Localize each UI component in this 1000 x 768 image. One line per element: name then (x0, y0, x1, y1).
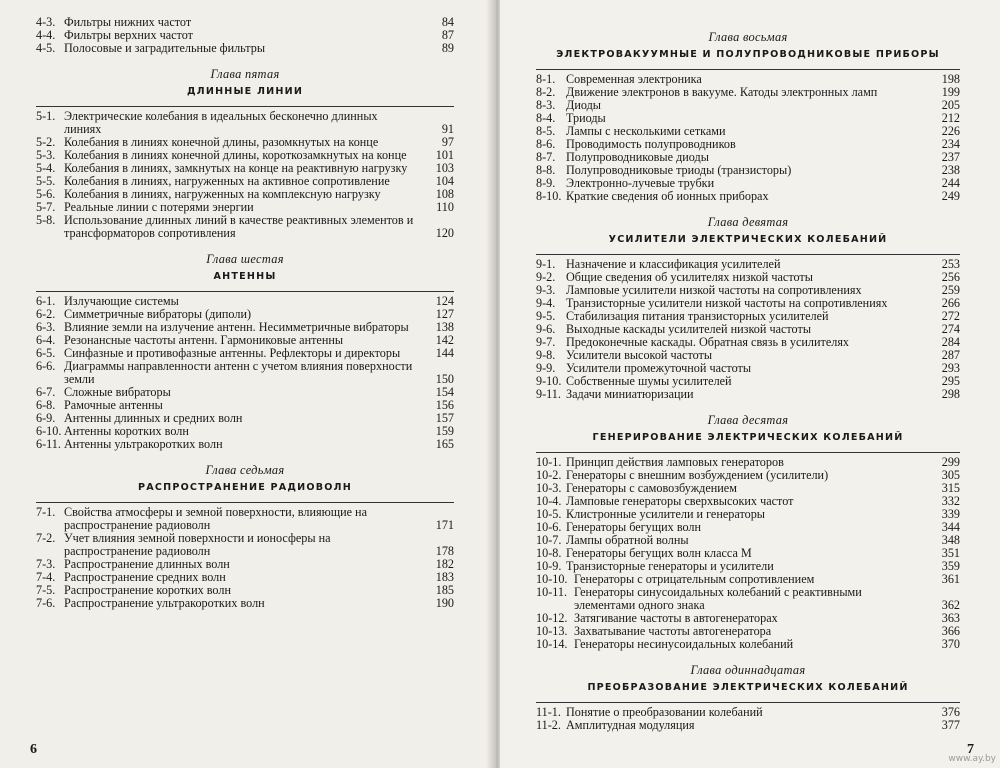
chapter-title: АНТЕННЫ (213, 271, 277, 282)
section-title: Распространение средних волн (64, 570, 226, 584)
chapter-block (536, 663, 960, 732)
section-number: 8-4. (536, 111, 556, 125)
section-number: 8-1. (536, 72, 556, 86)
section-title: Проводимость полупроводников (566, 137, 736, 151)
section-title: Назначение и классификация усилителей (566, 257, 781, 271)
section-title: Реальные линии с потерями энергии (64, 200, 254, 214)
section-number: 10-6. (536, 520, 562, 534)
section-title: Генераторы с внешним возбуждением (усилители) (566, 468, 829, 482)
section-number: 7-6. (36, 596, 56, 610)
page-ref: 287 (941, 348, 960, 362)
section-title: Антенны длинных и средних волн (64, 411, 243, 425)
section-number: 7-1. (36, 505, 56, 519)
section-number: 7-4. (36, 570, 56, 584)
page-ref: 87 (441, 28, 454, 42)
page-ref: 190 (435, 596, 454, 610)
left-page (0, 0, 494, 768)
watermark: www.ay.by (948, 754, 996, 764)
page-ref: 377 (941, 718, 960, 732)
chapter-label: Глава девятая (707, 215, 789, 229)
toc-entry-row (36, 506, 454, 532)
chapter-title: ГЕНЕРИРОВАНИЕ ЭЛЕКТРИЧЕСКИХ КОЛЕБАНИЙ (592, 432, 904, 443)
chapter-block (536, 215, 960, 401)
section-number: 8-5. (536, 124, 556, 138)
section-title: Колебания в линиях, нагруженных на активное сопротивление (64, 174, 390, 188)
section-number: 10-11. (536, 585, 568, 599)
page-ref: 108 (435, 187, 454, 201)
section-number: 6-9. (36, 411, 56, 425)
chapter-rule (36, 291, 454, 292)
page-ref: 104 (435, 174, 454, 188)
page-ref: 91 (441, 122, 454, 136)
page-ref: 165 (435, 437, 454, 451)
section-number: 6-11. (36, 437, 61, 451)
toc-entry-row (36, 42, 454, 55)
page-ref: 305 (941, 468, 960, 482)
section-number: 10-5. (536, 507, 562, 521)
chapter-block (536, 30, 960, 203)
section-title: Полупроводниковые триоды (транзисторы) (566, 163, 792, 177)
section-number: 6-1. (36, 294, 56, 308)
section-number: 5-2. (36, 135, 56, 149)
section-number: 6-3. (36, 320, 56, 334)
page-number-right: 7 (967, 742, 974, 757)
section-number: 4-3. (36, 15, 56, 29)
toc-entry (536, 586, 960, 612)
page-number-left: 6 (30, 742, 37, 757)
section-number: 10-10. (536, 572, 568, 586)
section-title: Распространение коротких волн (64, 583, 231, 597)
page-ref: 89 (441, 41, 454, 55)
section-title: Генераторы бегущих волн класса М (566, 546, 752, 560)
section-title: Полосовые и заградительные фильтры (64, 41, 266, 55)
section-number: 5-4. (36, 161, 56, 175)
toc-entry-row (36, 438, 454, 451)
section-number: 8-3. (536, 98, 556, 112)
section-title: Лампы с несколькими сетками (566, 124, 726, 138)
section-title: Лампы обратной волны (566, 533, 689, 547)
section-number: 10-3. (536, 481, 562, 495)
section-title: Учет влияния земной поверхности и ионосферы на распространение радиоволн (64, 531, 331, 558)
toc-entry-row (36, 532, 454, 558)
page-ref: 361 (941, 572, 960, 586)
page-ref: 376 (941, 705, 960, 719)
section-title: Захватывание частоты автогенератора (574, 624, 772, 638)
page-ref: 363 (941, 611, 960, 625)
chapter-entries (36, 506, 454, 610)
toc-entry-row (536, 719, 960, 732)
section-number: 9-11. (536, 387, 561, 401)
section-number: 8-6. (536, 137, 556, 151)
page-ref: 272 (941, 309, 960, 323)
page-ref: 315 (941, 481, 960, 495)
section-number: 5-6. (36, 187, 56, 201)
toc-entry-row (36, 360, 454, 386)
section-number: 9-8. (536, 348, 556, 362)
page-ref: 142 (435, 333, 454, 347)
toc-entry (36, 110, 454, 136)
page-ref: 266 (941, 296, 960, 310)
page-ref: 253 (941, 257, 960, 271)
section-title: Понятие о преобразовании колебаний (566, 705, 763, 719)
section-title: Ламповые усилители низкой частоты на сопротивлениях (566, 283, 862, 297)
page-ref: 295 (941, 374, 960, 388)
page-ref: 256 (941, 270, 960, 284)
section-title: Собственные шумы усилителей (566, 374, 732, 388)
page-ref: 144 (435, 346, 454, 360)
toc-entry (36, 532, 454, 558)
section-title: Краткие сведения об ионных приборах (566, 189, 769, 203)
section-number: 5-7. (36, 200, 56, 214)
section-title: Общие сведения об усилителях низкой частоты (566, 270, 813, 284)
section-number: 5-5. (36, 174, 56, 188)
chapter-label: Глава восьмая (708, 30, 788, 44)
chapter-entries (536, 706, 960, 732)
toc-entry-row (36, 214, 454, 240)
page-ref: 370 (941, 637, 960, 651)
section-title: Движение электронов в вакууме. Катоды электронных ламп (566, 85, 878, 99)
toc-entry-row (536, 586, 960, 612)
section-number: 8-7. (536, 150, 556, 164)
section-title: Диоды (566, 98, 601, 112)
chapter-block (36, 252, 454, 451)
chapter-rule (536, 452, 960, 453)
page-ref: 226 (941, 124, 960, 138)
section-title: Амплитудная модуляция (566, 718, 695, 732)
chapter-entries (36, 295, 454, 451)
page-ref: 259 (941, 283, 960, 297)
section-title: Современная электроника (566, 72, 702, 86)
toc-entry (36, 360, 454, 386)
page-ref: 351 (941, 546, 960, 560)
page-ref: 332 (941, 494, 960, 508)
page-ref: 284 (941, 335, 960, 349)
section-number: 6-7. (36, 385, 56, 399)
page-ref: 366 (941, 624, 960, 638)
page-ref: 185 (435, 583, 454, 597)
page-ref: 120 (435, 226, 454, 240)
chapter-rule (536, 254, 960, 255)
section-number: 9-7. (536, 335, 556, 349)
section-number: 9-2. (536, 270, 556, 284)
section-title: Фильтры нижних частот (64, 15, 192, 29)
section-title: Генераторы с отрицательным сопротивлением (574, 572, 815, 586)
section-title: Антенны коротких волн (64, 424, 189, 438)
chapter-title: РАСПРОСТРАНЕНИЕ РАДИОВОЛН (138, 482, 352, 493)
toc-entry (36, 597, 454, 610)
page-ref: 178 (435, 544, 454, 558)
section-number: 8-9. (536, 176, 556, 190)
toc-entry (536, 190, 960, 203)
page-ref: 298 (941, 387, 960, 401)
page-ref: 299 (941, 455, 960, 469)
section-title: Распространение ультракоротких волн (64, 596, 265, 610)
section-number: 9-4. (536, 296, 556, 310)
section-title: Электронно-лучевые трубки (566, 176, 715, 190)
section-number: 7-5. (36, 583, 56, 597)
section-number: 10-4. (536, 494, 562, 508)
page-ref: 157 (435, 411, 454, 425)
section-title: Распространение длинных волн (64, 557, 230, 571)
chapter-block (36, 463, 454, 610)
section-number: 6-2. (36, 307, 56, 321)
toc-entry (536, 719, 960, 732)
page-ref: 249 (941, 189, 960, 203)
section-title: Выходные каскады усилителей низкой частоты (566, 322, 812, 336)
chapter-rule (36, 106, 454, 107)
chapter-entries (36, 110, 454, 240)
chapter-label: Глава десятая (707, 413, 789, 427)
page-ref: 344 (941, 520, 960, 534)
section-number: 9-10. (536, 374, 562, 388)
section-number: 7-2. (36, 531, 56, 545)
chapter-label: Глава седьмая (205, 463, 285, 477)
toc-entry (36, 438, 454, 451)
page-ref: 138 (435, 320, 454, 334)
section-number: 11-2. (536, 718, 561, 732)
section-title: Диаграммы направленности антенн с учетом влияния поверхности земли (64, 359, 413, 386)
toc-entry-row (36, 597, 454, 610)
section-number: 4-5. (36, 41, 56, 55)
toc-entry (536, 388, 960, 401)
page-ref: 110 (436, 200, 454, 214)
section-number: 10-9. (536, 559, 562, 573)
section-title: Колебания в линиях, замкнутых на конце на реактивную нагрузку (64, 161, 408, 175)
chapter-rule (536, 69, 960, 70)
chapter-rule (36, 502, 454, 503)
toc-entry-row (536, 388, 960, 401)
section-number: 8-8. (536, 163, 556, 177)
section-title: Колебания в линиях конечной длины, короткозамкнутых на конце (64, 148, 407, 162)
page-ref: 124 (435, 294, 454, 308)
section-number: 7-3. (36, 557, 56, 571)
section-title: Транзисторные генераторы и усилители (566, 559, 774, 573)
left-chapters (36, 67, 454, 610)
section-number: 10-2. (536, 468, 562, 482)
page-ref: 212 (941, 111, 960, 125)
section-number: 9-9. (536, 361, 556, 375)
section-title: Полупроводниковые диоды (566, 150, 709, 164)
toc-entry-row (36, 110, 454, 136)
page-ref: 244 (941, 176, 960, 190)
chapter-block (36, 67, 454, 240)
section-number: 9-6. (536, 322, 556, 336)
chapter-entries (536, 258, 960, 401)
section-number: 10-12. (536, 611, 568, 625)
section-number: 9-1. (536, 257, 556, 271)
section-title: Рамочные антенны (64, 398, 163, 412)
section-number: 8-10. (536, 189, 562, 203)
toc-entry (36, 214, 454, 240)
section-title: Генераторы синусоидальных колебаний с реактивными элементами одного знака (574, 585, 862, 612)
section-number: 5-3. (36, 148, 56, 162)
section-title: Триоды (566, 111, 606, 125)
section-title: Ламповые генераторы сверхвысоких частот (566, 494, 794, 508)
section-title: Колебания в линиях, нагруженных на комплексную нагрузку (64, 187, 381, 201)
chapter-label: Глава шестая (206, 252, 284, 266)
page-ref: 159 (435, 424, 454, 438)
top-entries (36, 16, 454, 55)
section-title: Усилители промежуточной частоты (566, 361, 752, 375)
section-number: 6-5. (36, 346, 56, 360)
section-number: 6-6. (36, 359, 56, 373)
section-title: Генераторы несинусоидальных колебаний (574, 637, 794, 651)
page-ref: 293 (941, 361, 960, 375)
chapter-entries (536, 73, 960, 203)
section-number: 9-3. (536, 283, 556, 297)
page-ref: 238 (941, 163, 960, 177)
toc-entry (536, 638, 960, 651)
section-number: 10-13. (536, 624, 568, 638)
page-ref: 237 (941, 150, 960, 164)
page-ref: 199 (941, 85, 960, 99)
toc-entry (36, 42, 454, 55)
section-title: Затягивание частоты в автогенераторах (574, 611, 778, 625)
section-title: Генераторы с самовозбуждением (566, 481, 737, 495)
chapter-rule (536, 702, 960, 703)
right-page (500, 0, 1000, 768)
section-number: 11-1. (536, 705, 561, 719)
section-number: 5-8. (36, 213, 56, 227)
page-ref: 156 (435, 398, 454, 412)
chapter-entries (536, 456, 960, 651)
section-title: Фильтры верхних частот (64, 28, 193, 42)
section-number: 6-4. (36, 333, 56, 347)
section-title: Транзисторные усилители низкой частоты на сопротивлениях (566, 296, 888, 310)
chapter-block (536, 413, 960, 651)
right-chapters (536, 30, 960, 732)
section-title: Стабилизация питания транзисторных усилителей (566, 309, 829, 323)
section-title: Принцип действия ламповых генераторов (566, 455, 784, 469)
page-ref: 171 (435, 518, 454, 532)
section-title: Использование длинных линий в качестве реактивных элементов и трансформаторов сопротивления (64, 213, 414, 240)
section-number: 6-10. (36, 424, 62, 438)
chapter-label: Глава одиннадцатая (690, 663, 806, 677)
page-ref: 339 (941, 507, 960, 521)
section-number: 10-1. (536, 455, 562, 469)
section-number: 9-5. (536, 309, 556, 323)
section-title: Клистронные усилители и генераторы (566, 507, 765, 521)
chapter-title: ПРЕОБРАЗОВАНИЕ ЭЛЕКТРИЧЕСКИХ КОЛЕБАНИЙ (587, 682, 909, 693)
page-ref: 103 (435, 161, 454, 175)
page-ref: 97 (441, 135, 454, 149)
section-number: 8-2. (536, 85, 556, 99)
section-number: 6-8. (36, 398, 56, 412)
section-title: Излучающие системы (64, 294, 179, 308)
section-title: Свойства атмосферы и земной поверхности, влияющие на распространение радиоволн (64, 505, 367, 532)
chapter-title: ДЛИННЫЕ ЛИНИИ (186, 86, 304, 97)
chapter-title: ЭЛЕКТРОВАКУУМНЫЕ И ПОЛУПРОВОДНИКОВЫЕ ПРИБОРЫ (556, 49, 940, 60)
page-ref: 274 (941, 322, 960, 336)
section-title: Генераторы бегущих волн (566, 520, 702, 534)
page-ref: 154 (435, 385, 454, 399)
section-title: Сложные вибраторы (64, 385, 171, 399)
section-title: Симметричные вибраторы (диполи) (64, 307, 252, 321)
page-ref: 182 (435, 557, 454, 571)
section-title: Резонансные частоты антенн. Гармониковые антенны (64, 333, 344, 347)
toc-entry (36, 506, 454, 532)
page-ref: 183 (435, 570, 454, 584)
chapter-title: УСИЛИТЕЛИ ЭЛЕКТРИЧЕСКИХ КОЛЕБАНИЙ (608, 234, 888, 245)
toc-entry-row (536, 190, 960, 203)
page-ref: 127 (435, 307, 454, 321)
section-number: 10-7. (536, 533, 562, 547)
chapter-label: Глава пятая (210, 67, 280, 81)
page-ref: 359 (941, 559, 960, 573)
toc-entry-row (536, 638, 960, 651)
page-ref: 198 (941, 72, 960, 86)
section-number: 5-1. (36, 109, 56, 123)
page-ref: 348 (941, 533, 960, 547)
page-ref: 234 (941, 137, 960, 151)
section-title: Антенны ультракоротких волн (64, 437, 223, 451)
page-ref: 150 (435, 372, 454, 386)
section-title: Предоконечные каскады. Обратная связь в усилителях (566, 335, 850, 349)
section-title: Влияние земли на излучение антенн. Несимметричные вибраторы (64, 320, 409, 334)
section-number: 10-14. (536, 637, 568, 651)
section-title: Синфазные и противофазные антенны. Рефлекторы и директоры (64, 346, 401, 360)
section-title: Колебания в линиях конечной длины, разомкнутых на конце (64, 135, 379, 149)
section-number: 10-8. (536, 546, 562, 560)
section-title: Электрические колебания в идеальных бесконечно длинных линиях (64, 109, 378, 136)
page-ref: 362 (941, 598, 960, 612)
section-title: Задачи миниатюризации (566, 387, 694, 401)
page-ref: 205 (941, 98, 960, 112)
page-ref: 101 (435, 148, 454, 162)
section-title: Усилители высокой частоты (566, 348, 713, 362)
section-number: 4-4. (36, 28, 56, 42)
page-ref: 84 (441, 15, 454, 29)
